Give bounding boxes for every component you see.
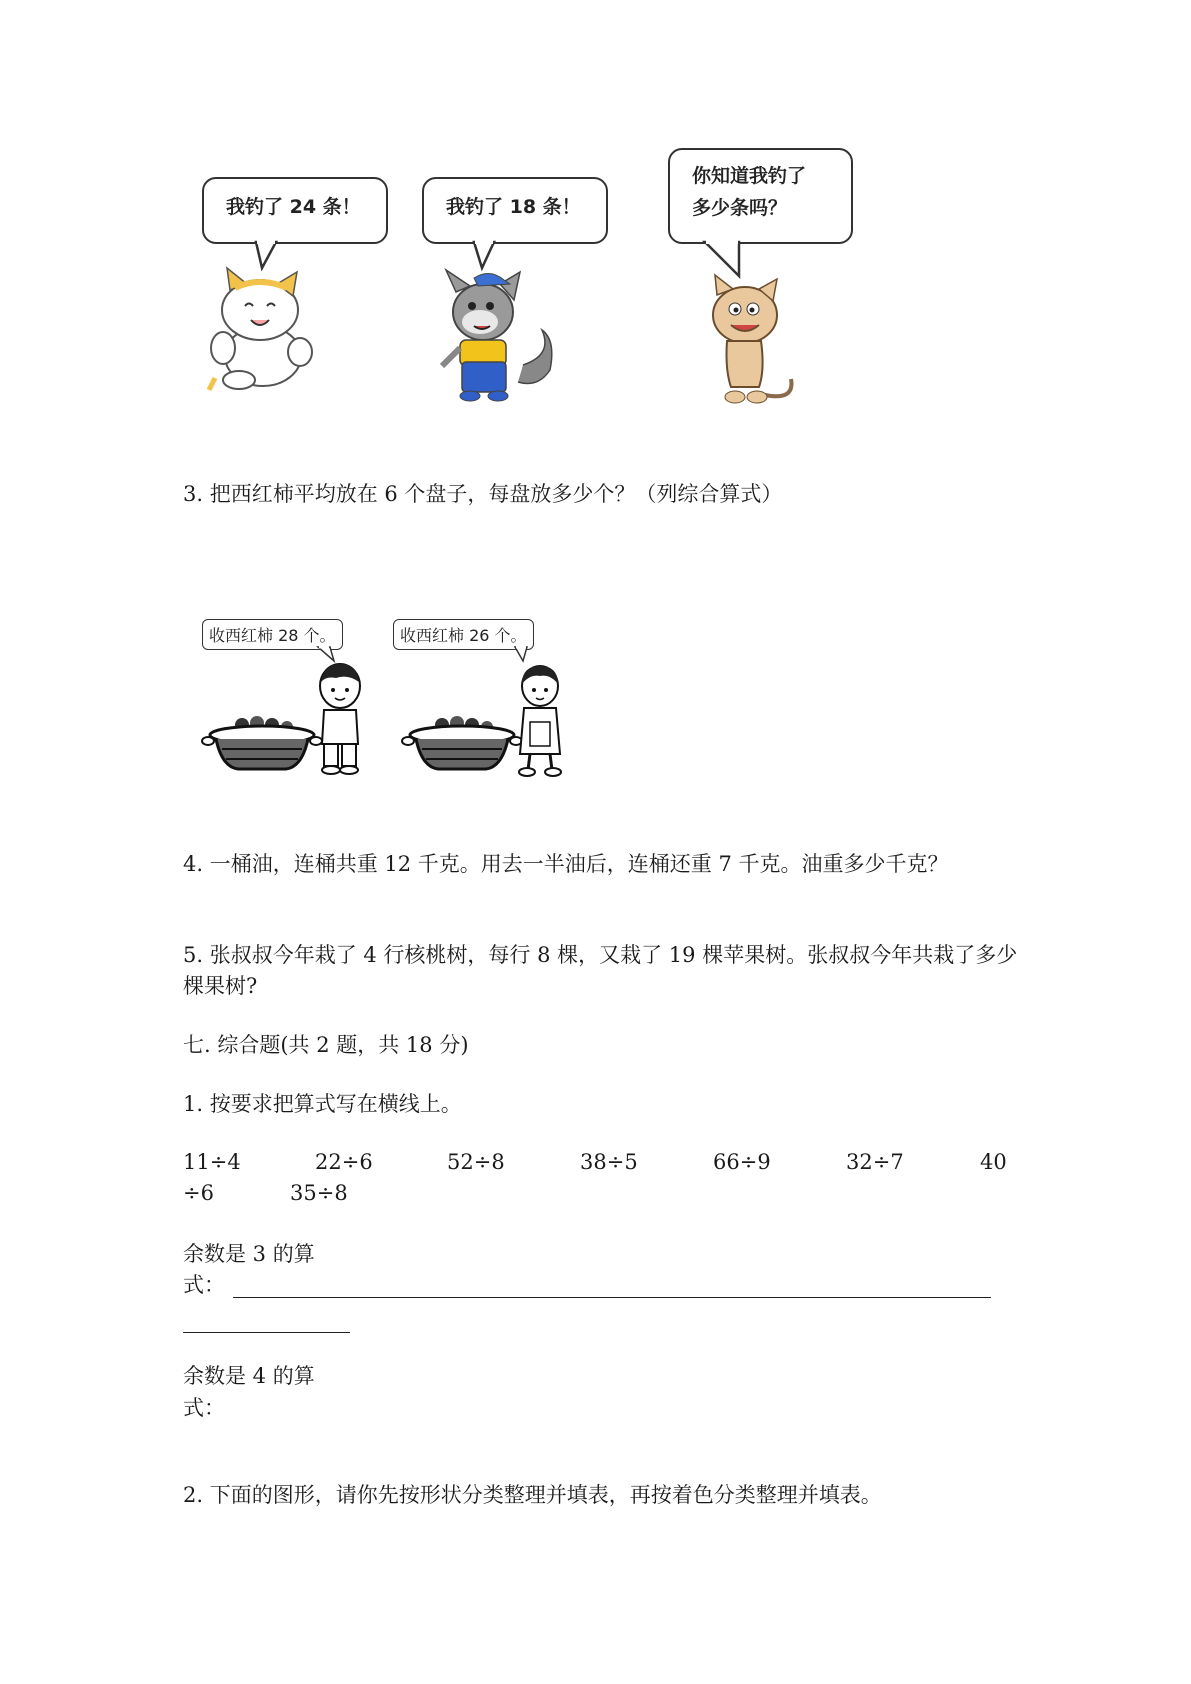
white-cat-illustration [205, 268, 315, 393]
expression-7b: ÷6 [183, 1181, 214, 1205]
cat1-speech-text: 我钓了 24 条！ [226, 196, 361, 218]
cat1-speech-bubble [202, 177, 388, 244]
cat2-bubble-tail [470, 242, 510, 272]
tomato-basket-2 [402, 715, 522, 775]
cat2-speech-text: 我钓了 18 条！ [446, 196, 581, 218]
cat3-speech-line2: 多少条吗？ [692, 197, 788, 219]
expression-7a: 40 [980, 1150, 1007, 1174]
boy-illustration [310, 660, 370, 780]
girl-illustration [510, 662, 570, 782]
question-5: 5. 张叔叔今年栽了 4 行核桃树，每行 8 棵，又栽了 19 棵苹果树。张叔叔今年共栽了多少棵果树? [183, 943, 1018, 998]
expression-8: 35÷8 [290, 1181, 348, 1205]
question-4: 4. 一桶油，连桶共重 12 千克。用去一半油后，连桶还重 7 千克。油重多少千克？ [183, 852, 949, 876]
cat3-speech-bubble [668, 148, 853, 244]
boy-speech-bubble [202, 619, 343, 650]
expression-6: 32÷7 [846, 1150, 904, 1174]
tan-cat-illustration [695, 275, 805, 410]
boy-speech-text: 收西红柿 28 个。 [209, 626, 336, 645]
remainder-4-label-line2: 式： [183, 1396, 225, 1420]
expression-5: 66÷9 [713, 1150, 771, 1174]
section-7-question-2: 2. 下面的图形，请你先按形状分类整理并填表，再按着色分类整理并填表。 [183, 1483, 882, 1507]
expression-2: 22÷6 [315, 1150, 373, 1174]
section-7-heading: 七. 综合题(共 2 题，共 18 分) [183, 1033, 469, 1057]
section-7-question-1: 1. 按要求把算式写在横线上。 [183, 1092, 462, 1116]
remainder-4-label-line1: 余数是 4 的算 [183, 1364, 315, 1388]
girl-speech-bubble [393, 619, 534, 650]
expression-1: 11÷4 [183, 1150, 241, 1174]
tomato-basket-1 [202, 715, 322, 775]
remainder-3-answer-line-2[interactable] [183, 1332, 350, 1333]
expression-3: 52÷8 [447, 1150, 505, 1174]
question-3: 3. 把西红柿平均放在 6 个盘子，每盘放多少个？（列综合算式） [183, 482, 783, 506]
cat3-speech-line1: 你知道我钓了 [692, 165, 807, 187]
remainder-3-label-line2: 式： [183, 1273, 225, 1297]
expression-4: 38÷5 [580, 1150, 638, 1174]
girl-speech-text: 收西红柿 26 个。 [400, 626, 527, 645]
grey-cat-illustration [438, 270, 558, 405]
remainder-3-answer-line[interactable] [233, 1297, 991, 1298]
remainder-3-label-line1: 余数是 3 的算 [183, 1242, 315, 1266]
cat2-speech-bubble [422, 177, 608, 244]
